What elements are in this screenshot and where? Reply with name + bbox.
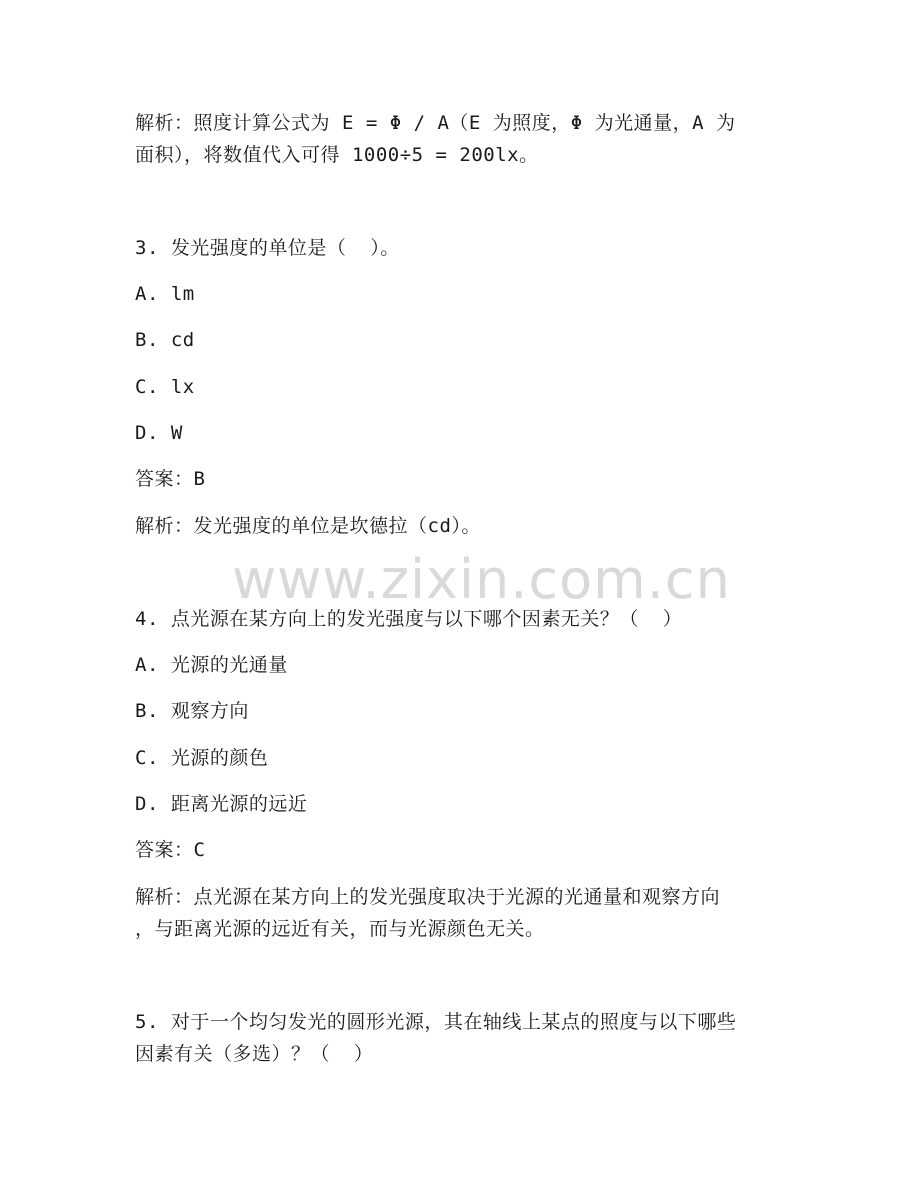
q3-question: 3. 发光强度的单位是（ ）。 xyxy=(135,237,400,259)
q3-option-b: B. cd xyxy=(135,329,195,351)
q4-option-a: A. 光源的光通量 xyxy=(135,654,288,676)
q2-analysis-line-2: 面积），将数值代入可得 1000÷5 = 200lx。 xyxy=(135,144,539,166)
q4-analysis-line-2: ，与距离光源的远近有关，而与光源颜色无关。 xyxy=(135,918,545,940)
q3-option-a: A. lm xyxy=(135,283,195,305)
q4-answer: 答案：C xyxy=(135,839,206,861)
q3-option-c: C. lx xyxy=(135,376,195,398)
q4-option-b: B. 观察方向 xyxy=(135,700,249,722)
q3-analysis: 解析：发光强度的单位是坎德拉（cd）。 xyxy=(135,515,481,537)
q4-question: 4. 点光源在某方向上的发光强度与以下哪个因素无关？（ ） xyxy=(135,608,683,630)
q4-analysis-line-1: 解析：点光源在某方向上的发光强度取决于光源的光通量和观察方向 xyxy=(135,886,721,908)
q3-option-d: D. W xyxy=(135,422,183,444)
q4-option-d: D. 距离光源的远近 xyxy=(135,793,308,815)
watermark: www.zixin.com.cn xyxy=(232,548,731,611)
q3-answer: 答案：B xyxy=(135,468,206,490)
q2-analysis-line-1: 解析：照度计算公式为 E = Φ / A（E 为照度，Φ 为光通量，A 为 xyxy=(135,112,736,134)
q5-question-line-1: 5. 对于一个均匀发光的圆形光源，其在轴线上某点的照度与以下哪些 xyxy=(135,1011,737,1033)
q4-option-c: C. 光源的颜色 xyxy=(135,747,269,769)
q5-question-line-2: 因素有关（多选）？（ ） xyxy=(135,1043,374,1065)
